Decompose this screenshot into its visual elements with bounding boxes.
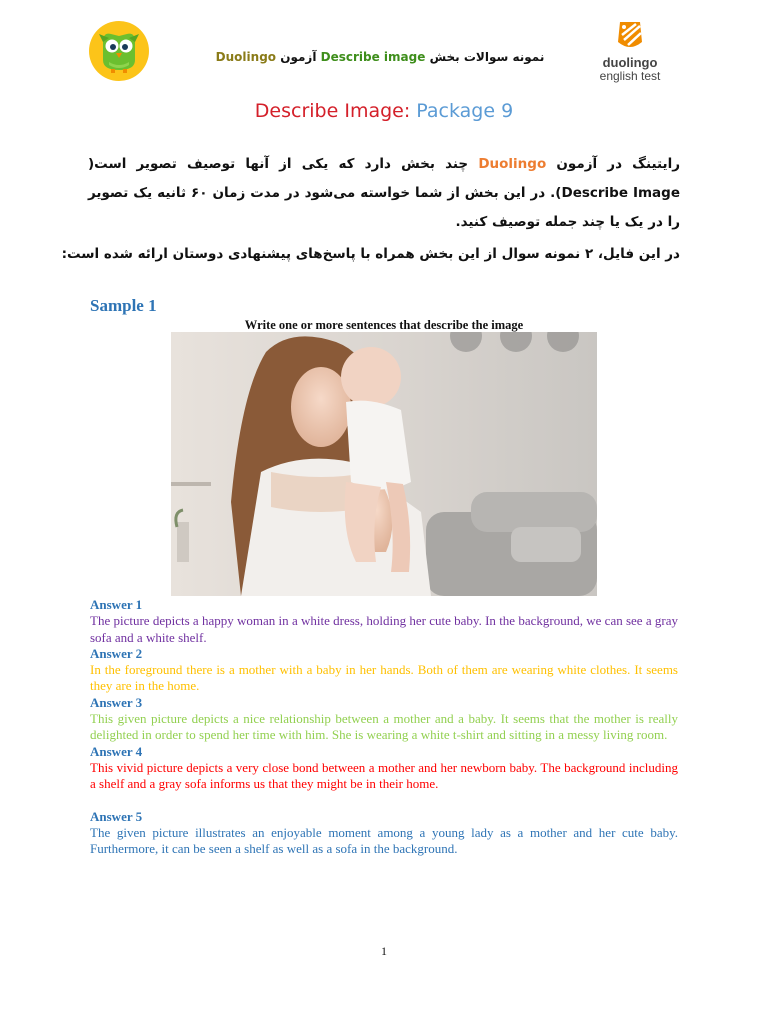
intro-seg-3: ). در این بخش از شما خواسته می‌شود در مدت زمان ۶۰ ثانیه یک تصویر را در یک یا چند جمله توصیف کنید. (88, 185, 680, 230)
det-shield-icon (584, 18, 676, 56)
answer-spacer (90, 793, 678, 809)
answer-4-text: This vivid picture depicts a very close bond between a mother and her newborn baby. The background including a shelf and a gray sofa informs us that they might be in their home. (90, 759, 678, 792)
header-part-4: Duolingo (215, 50, 277, 64)
header-part-2: Describe image (320, 50, 426, 64)
title-package: Package 9 (416, 100, 514, 122)
intro-seg-1: رایتینگ در آزمون (546, 156, 680, 172)
answer-2-text: In the foreground there is a mother with a baby in her hands. Both of them are wearing white clothes. It seems they are in the home. (90, 662, 678, 694)
header-title (200, 50, 560, 64)
answer-5-text: The given picture illustrates an enjoyable moment among a young lady as a mother and her cute baby. Furthermore, it can be seen a shelf as well as a sofa in the background. (90, 824, 678, 857)
intro-second-line: در این فایل، ۲ نمونه سوال از این بخش همراه با پاسخ‌های پیشنهادی دوستان ارائه شده است: (61, 246, 680, 262)
answer-1-text: The picture depicts a happy woman in a white dress, holding her cute baby. In the background, we can see a gray sofa and a white shelf. (90, 613, 678, 645)
header-part-1: نمونه سوالات بخش (429, 50, 545, 64)
mother-baby-photo (171, 332, 597, 596)
answer-3-text: This given picture depicts a nice relationship between a mother and a baby. It seems that the mother is really delighted in order to spend her time with him. She is wearing a white t-shirt and sitting in a messy living room. (90, 711, 678, 743)
answers-list (90, 597, 678, 857)
header-part-3: آزمون (280, 50, 317, 64)
page-title (0, 100, 768, 122)
answer-item-2 (90, 646, 678, 695)
answer-item-3 (90, 695, 678, 744)
answer-item-1 (90, 597, 678, 646)
intro-brand: Duolingo (478, 156, 547, 172)
answer-3-label: Answer 3 (90, 694, 143, 710)
det-logo-line2: english test (599, 69, 661, 83)
duolingo-owl-logo-icon (89, 20, 149, 82)
sample-heading: Sample 1 (90, 296, 157, 315)
sample-instruction: Write one or more sentences that describe the image (244, 318, 524, 332)
answer-4-label: Answer 4 (90, 743, 143, 759)
intro-seg-2: چند بخش دارد که یکی از آنها توصیف تصویر است( (88, 156, 479, 172)
intro-term: Describe Image (561, 185, 680, 201)
duolingo-english-test-logo (584, 18, 676, 84)
answer-5-label: Answer 5 (90, 808, 143, 824)
page-number: 1 (381, 944, 387, 958)
answer-2-label: Answer 2 (90, 645, 143, 661)
answer-1-label: Answer 1 (90, 597, 143, 612)
answer-item-5 (90, 809, 678, 858)
det-logo-line1: duolingo (602, 55, 658, 70)
title-label: Describe Image: (254, 100, 411, 122)
answer-item-4 (90, 744, 678, 793)
intro-paragraph (88, 150, 680, 237)
